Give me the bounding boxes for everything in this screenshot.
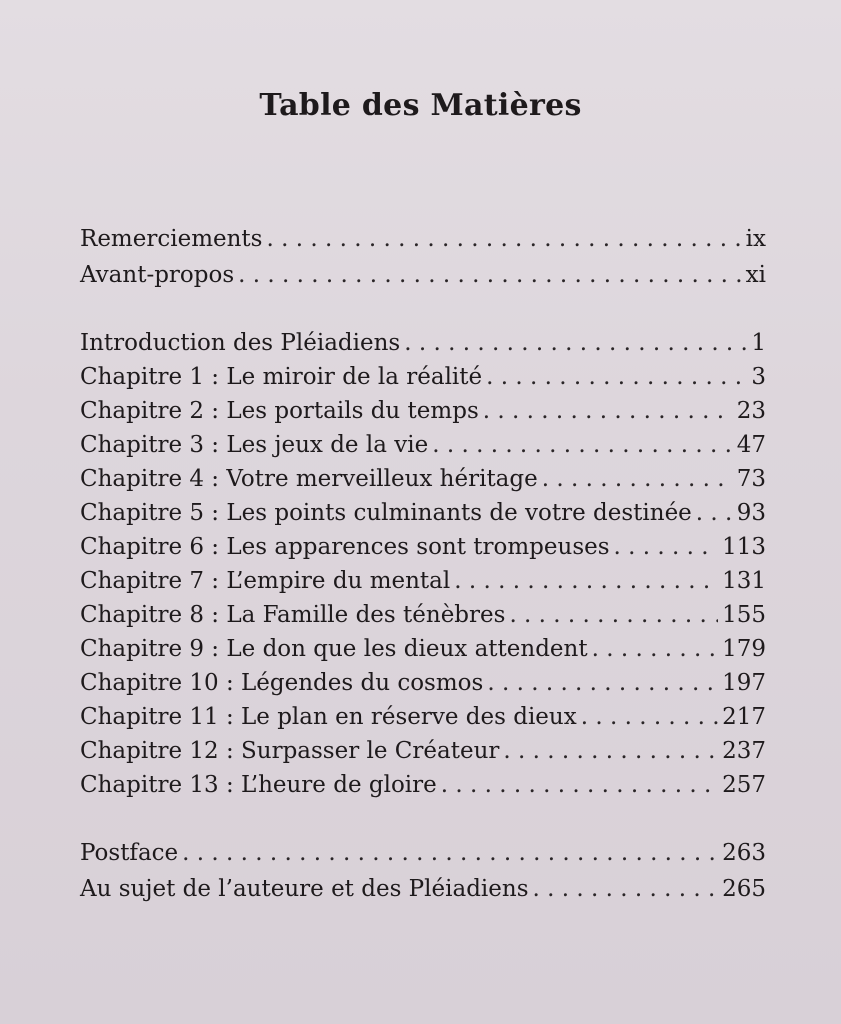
toc-entry-page: 1 [751,330,766,356]
toc-entry-label: Introduction des Pléiadiens [80,330,401,356]
toc-entry-label: Chapitre 8 : La Famille des ténèbres [80,602,506,628]
toc-entry-label: Remerciements [80,226,263,252]
dot-leader [182,836,718,870]
dot-leader [454,564,718,598]
toc-entry-page: 23 [736,398,766,424]
toc-entry [80,598,766,632]
dot-leader [696,496,733,530]
toc-entry [80,428,766,462]
toc-entry-label: Chapitre 5 : Les points culminants de votre destinée [80,500,692,526]
toc-entry-label: Chapitre 4 : Votre merveilleux héritage [80,466,538,492]
toc-entry-page: 113 [722,534,766,560]
toc-entry [80,734,766,768]
toc-entry-label: Chapitre 13 : L’heure de gloire [80,772,437,798]
dot-leader [614,530,719,564]
toc-entry-page: ix [745,226,766,252]
toc-entry [80,564,766,598]
toc-entry [80,360,766,394]
dot-leader [533,872,719,906]
toc-entry [80,836,766,870]
toc-entry [80,496,766,530]
toc-entry-label: Chapitre 1 : Le miroir de la réalité [80,364,483,390]
toc-entry-label: Chapitre 12 : Surpasser le Créateur [80,738,500,764]
dot-leader [592,632,718,666]
dot-leader [486,360,747,394]
toc-entry-label: Chapitre 3 : Les jeux de la vie [80,432,429,458]
toc-entry [80,530,766,564]
toc-entry-page: 73 [736,466,766,492]
dot-leader [542,462,733,496]
toc-entry-label: Chapitre 6 : Les apparences sont trompeuses [80,534,610,560]
toc-entry-page: 217 [722,704,766,730]
toc-entry-page: 3 [751,364,766,390]
toc-entry-label: Chapitre 11 : Le plan en réserve des dieux [80,704,577,730]
toc-entry [80,394,766,428]
dot-leader [432,428,733,462]
toc-entry-page: 131 [722,568,766,594]
dot-leader [487,666,718,700]
toc-entry-label: Au sujet de l’auteure et des Pléiadiens [80,876,529,902]
dot-leader [266,222,741,256]
toc-entry-label: Postface [80,840,179,866]
toc-entry [80,632,766,666]
toc-entry-page: 197 [722,670,766,696]
toc-entry [80,222,766,256]
toc-entry-page: 179 [722,636,766,662]
dot-leader [503,734,718,768]
toc-entry-label: Chapitre 7 : L’empire du mental [80,568,451,594]
toc-entry-label: Avant-propos [80,262,235,288]
dot-leader [483,394,733,428]
toc-entry-page: 265 [722,876,766,902]
toc-entry-page: 257 [722,772,766,798]
toc-entry-page: 263 [722,840,766,866]
toc-entry-label: Chapitre 2 : Les portails du temps [80,398,479,424]
toc-entry [80,326,766,360]
toc-entry [80,872,766,906]
toc-entry-page: xi [745,262,766,288]
toc-entry [80,666,766,700]
page-title: Table des Matières [259,88,582,123]
toc-entry-label: Chapitre 9 : Le don que les dieux attendent [80,636,588,662]
dot-leader [509,598,718,632]
dot-leader [238,258,742,292]
toc-entry-page: 155 [722,602,766,628]
toc-entry [80,258,766,292]
toc-entry [80,462,766,496]
dot-leader [441,768,718,802]
toc-entry-page: 237 [722,738,766,764]
dot-leader [404,326,747,360]
toc-entry-page: 47 [736,432,766,458]
dot-leader [581,700,718,734]
toc-entry-label: Chapitre 10 : Légendes du cosmos [80,670,484,696]
toc-entry [80,768,766,802]
toc-entry [80,700,766,734]
toc-entry-page: 93 [736,500,766,526]
